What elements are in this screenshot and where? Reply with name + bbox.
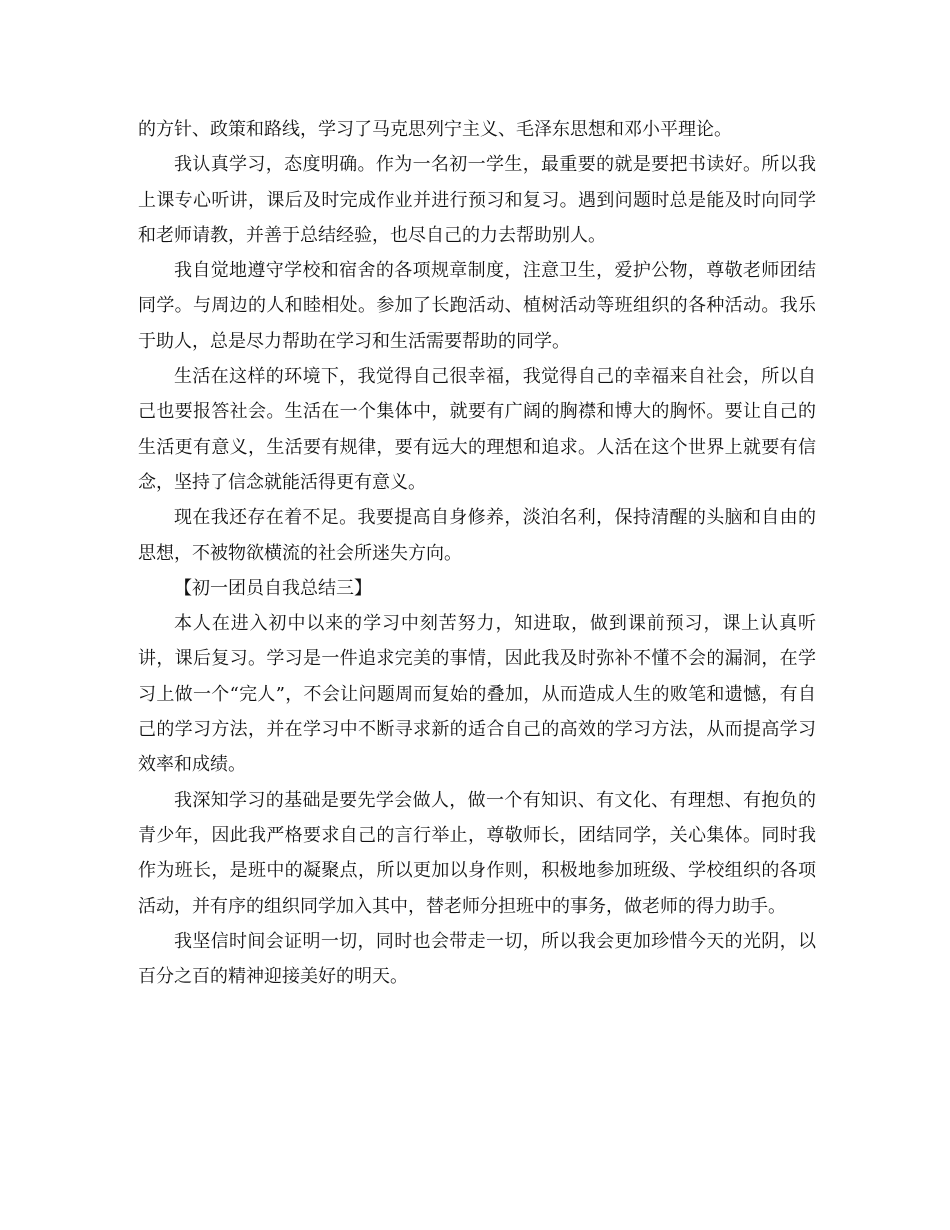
document-page (138, 112, 816, 994)
paragraph-life: 生活在这样的环境下，我觉得自己很幸福，我觉得自己的幸福来自社会，所以自己也要报答社会。生活在一个集体中，就要有广阔的胸襟和博大的胸怀。要让自己的生活更有意义，生活要有规律，要有远大的理想和追求。人活在这个世界上就要有信念，坚持了信念就能活得更有意义。 (138, 366, 816, 493)
paragraph-closing: 我坚信时间会证明一切，同时也会带走一切，所以我会更加珍惜今天的光阴，以百分之百的精神迎接美好的明天。 (138, 930, 816, 988)
section-heading: 【初一团员自我总结三】 (174, 577, 372, 599)
paragraph-class-monitor: 我深知学习的基础是要先学会做人，做一个有知识、有文化、有理想、有抱负的青少年，因此我严格要求自己的言行举止，尊敬师长，团结同学，关心集体。同时我作为班长，是班中的凝聚点，所以更加以身作则，积极地参加班级、学校组织的各项活动，并有序的组织同学加入其中，替老师分担班中的事务，做老师的得力助手。 (138, 789, 816, 917)
paragraph-study-attitude: 我认真学习，态度明确。作为一名初一学生，最重要的就是要把书读好。所以我上课专心听讲，课后及时完成作业并进行预习和复习。遇到问题时总是能及时向同学和老师请教，并善于总结经验，也尽自己的力去帮助别人。 (138, 154, 816, 246)
paragraph-shortcomings: 现在我还存在着不足。我要提高自身修养，淡泊名利，保持清醒的头脑和自由的思想，不被物欲横流的社会所迷失方向。 (138, 507, 816, 564)
paragraph-rules: 我自觉地遵守学校和宿舍的各项规章制度，注意卫生，爱护公物，尊敬老师团结同学。与周边的人和睦相处。参加了长跑活动、植树活动等班组织的各种活动。我乐于助人，总是尽力帮助在学习和生活需要帮助的同学。 (138, 260, 816, 352)
paragraph-continued: 的方针、政策和路线，学习了马克思列宁主义、毛泽东思想和邓小平理论。 (138, 119, 732, 140)
paragraph-learning-effort: 本人在进入初中以来的学习中刻苦努力，知进取，做到课前预习，课上认真听讲，课后复习。学习是一件追求完美的事情，因此我及时弥补不懂不会的漏洞，在学习上做一个“完人”，不会让问题周而复始的叠加，从而造成人生的败笔和遗憾，有自己的学习方法，并在学习中不断寻求新的适合自己的高效的学习方法，从而提高学习效率和成绩。 (138, 613, 816, 776)
